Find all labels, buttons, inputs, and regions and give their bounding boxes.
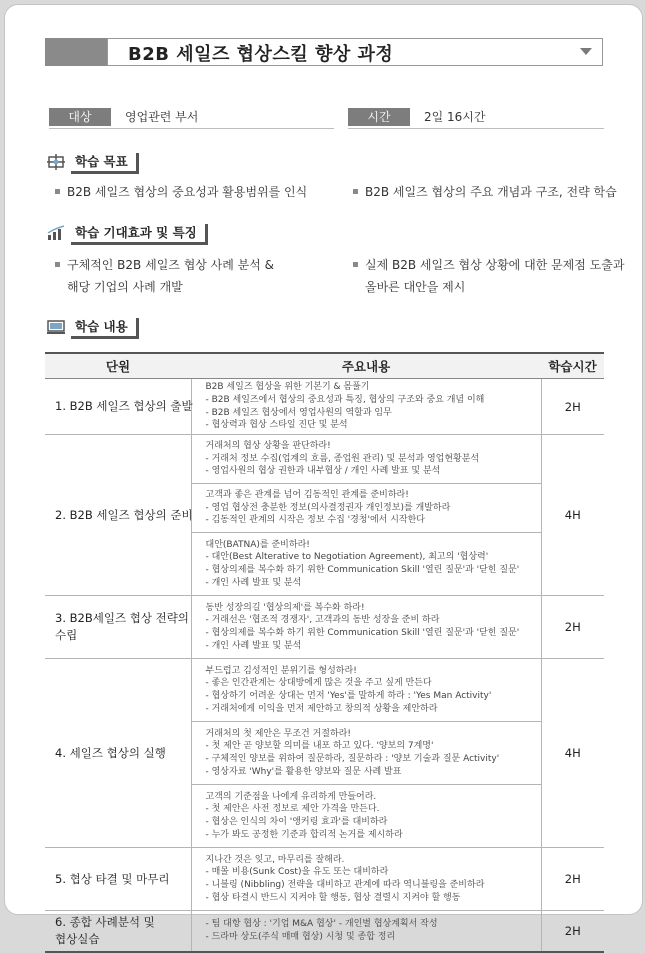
hours-cell: 2H (541, 911, 604, 953)
section-title-effects: 학습 기대효과 및 특징 (71, 224, 208, 245)
target-icon (47, 154, 65, 170)
content-line: - 개인 사례 발표 및 분석 (205, 640, 302, 651)
content-line: - 협상의제를 복수화 하기 위한 Communication Skill '열린 질문'과 '닫힌 질문' (205, 628, 520, 638)
content-line: - 영업사원의 협상 권한과 내부협상 / 개인 사례 발표 및 분석 (205, 466, 441, 477)
title-box[interactable] (107, 38, 603, 66)
content-line: - 구체적인 양보를 위하여 질문하라, 질문하라 : '양보 기술과 질문 Activity' (205, 754, 500, 764)
content-cell (191, 848, 541, 911)
target-label: 대상 (49, 108, 111, 126)
table-row (45, 659, 604, 722)
unit-name: 수립 (55, 628, 78, 642)
unit-cell (45, 659, 191, 848)
title-accent (45, 38, 107, 66)
table-row (45, 435, 604, 484)
unit-name: 2. B2B 세일즈 협상의 준비 (55, 507, 193, 522)
unit-cell (45, 596, 191, 659)
content-heading: 거래처의 첫 제안은 무조건 거절하라! (205, 728, 351, 739)
content-line: - 매몰 비용(Sunk Cost)을 유도 또는 대비하라 (205, 867, 389, 878)
unit-name: 4. 세일즈 협상의 실행 (55, 745, 166, 760)
header-unit: 단원 (45, 353, 191, 379)
content-line: - 대안(Best Alterative to Negotiation Agreement), 최고의 '협상력' (205, 552, 489, 563)
time-label: 시간 (348, 108, 410, 126)
table-row (45, 596, 604, 659)
bullet-icon (55, 189, 60, 194)
content-cell (191, 484, 541, 533)
content-line: - 김동적인 관계의 시작은 정보 수집 '경청'에서 시작한다 (205, 515, 425, 526)
info-divider (348, 128, 604, 129)
unit-name: 1. B2B 세일즈 협상의 출발 (55, 399, 193, 413)
content-line: - B2B 세일즈에서 협상의 중요성과 특징, 협상의 구조와 중요 개념 이해 (205, 394, 485, 405)
content-heading: 거래처의 협상 상황을 판단하라! (205, 440, 331, 451)
content-cell (191, 435, 541, 484)
content-heading: 대안(BATNA)를 준비하라! (205, 539, 310, 550)
content-line: - 드라마 상도(주식 매매 협상) 시청 및 종합 정리 (205, 932, 396, 942)
dropdown-caret-icon[interactable] (580, 48, 592, 55)
content-heading: - 팀 대항 협상 : '기업 M&A 협상' - 개인별 협상계획서 작성 (205, 919, 438, 930)
section-title-goals: 학습 목표 (71, 153, 139, 174)
hours-cell: 2H (541, 848, 604, 911)
course-page: B2B 세일즈 협상스킬 향상 과정 대상 영업관련 부서 시간 2일 16시간 학습 목표 B2B 세일즈 협상의 중요성과 활용범위를 인식 B2B 세일즈 협상의 주요 개념과 구조, 전략 학습 학습 기대효과 및 특징 구체적인 B2B 세일즈 협상 사례 분석 & 해당 기업의 사례 개발 실제 B2B 세일즈 협상 상황에 대한 문제점 도출과 올바른 대안을 제시 학습 내용 단원 주요내용 학습시간 1. B2B 세일즈 협상의 출발 B2B 세일즈 협상을 위한 기본기 & 몸풀기 - B2B 세일즈에서 협상의 중요성과 특징, 협상의 구조와 중요 개념 이해 - B2B 세일즈 협상에서 영업사원의 역할과 임무 - 협상력과 협상 스타일 진단 및 분석 2H 2. B2B 세일즈 협상의 준비 거래처의 협상 상황을 판단하라! - 거래처 정보 수집(업계의 흐름, 종업원 관리) 및 분석과 영업현황분석 - 영업사원의 협상 권한과 내부협상 / 개인 사례 발표 및 분석 4H 고객과 좋은 관계를 넘어 김동적인 관계를 준비하라! - 영업 협상전 충분한 정보(의사결정권자 개인정보)를 개발하라 - 김동적인 관계의 시작은 정보 수집 '경청'에서 시작한다 대안(BATNA)를 준비하라! - 대안(Best Alterative to Negotiation Agreement), 최고의 '협상력' - 협상의제를 복수화 하기 위한 Communication Skill '열린 질문'과 '닫힌 질문' - 개인 사례 발표 및 분석 3. B2B세일즈 협상 전략의 수립 동반 성장의길 '협상의제'를 복수화 하라! - 거래선은 '협조적 경쟁자', 고객과의 동반 성장을 준비 하라 - 협상의제를 복수화 하기 위한 Communication Skill '열린 질문'과 '닫힌 질문' - 개인 사례 발표 및 분석 2H 4. 세일즈 협상의 실행 부드럽고 김성적인 분위기를 형성하라! - 좋은 인간관계는 상대방에게 많은 것을 주고 싶게 만든다 - 협상하기 어려운 상대는 먼저 'Yes'를 말하게 하라 : 'Yes Man Activity' - 거래처에게 이익을 먼저 제안하고 창의적 상황을 제안하라 4H 거래처의 첫 제안은 무조건 거절하라! - 첫 제안 곧 양보할 의미를 내포 하고 있다. '양보의 7계명' - 구체적인 양보를 위하여 질문하라, 질문하라 : '양보 기술과 질문 Activity' - 영상자료 'Why'를 활용한 양보와 질문 사례 발표 고객의 기준점을 나에게 유리하게 만들어라. - 첫 제안은 사전 정보로 제안 가격을 만든다. - 협상은 인식의 차이 '앵커링 효과'를 대비하라 - 누가 봐도 공정한 기준과 합리적 논거를 제시하라 5. 협상 타결 및 마무리 지나간 것은 잊고, 마무리를 잘해라. - 매몰 비용(Sunk Cost)을 유도 또는 대비하라 - 니블링 (Nibbling) 전략을 대비하고 관계에 따라 역니블링을 준비하라 - 협상 타결시 반드시 지켜야 할 행동, 협상 결렬시 지켜야 할 행동 2H 6. 종합 사례분석 및 협상실습 - 팀 대항 협상 : '기업 M&A 협상' - 개인별 협상계획서 작성 - 드라마 상도(주식 매매 협상) 시청 및 종합 정리 2H (4, 4, 643, 915)
unit-name: 5. 협상 타결 및 마무리 (55, 871, 170, 886)
content-cell (191, 911, 541, 953)
content-line: - 협상하기 어려운 상대는 먼저 'Yes'를 말하게 하라 : 'Yes Man Activity' (205, 691, 492, 701)
content-line: - 협상 타결시 반드시 지켜야 할 행동, 협상 결렬시 지켜야 할 행동 (205, 892, 461, 903)
content-line: - 영상자료 'Why'를 활용한 양보와 질문 사례 발표 (205, 766, 402, 777)
unit-cell (45, 379, 191, 435)
info-target (49, 108, 334, 127)
hours-cell: 4H (541, 659, 604, 848)
content-heading: 고객의 기준점을 나에게 유리하게 만들어라. (205, 791, 377, 802)
unit-cell (45, 848, 191, 911)
unit-name: 6. 종합 사례분석 및 (55, 915, 155, 929)
content-line: - 거래선은 '협조적 경쟁자', 고객과의 동반 성장을 준비 하라 (205, 615, 440, 626)
content-line: - B2B 세일즈 협상에서 영업사원의 역할과 임무 (205, 407, 392, 418)
table-row (45, 848, 604, 911)
content-cell (191, 722, 541, 785)
content-heading: 지나간 것은 잊고, 마무리를 잘해라. (205, 854, 345, 865)
table-row (45, 379, 604, 435)
content-line: - 니블링 (Nibbling) 전략을 대비하고 관계에 따라 역니블링을 준비하라 (205, 880, 485, 890)
content-cell (191, 785, 541, 848)
header-hours: 학습시간 (541, 353, 604, 379)
content-line: - 첫 제안은 사전 정보로 제안 가격을 만든다. (205, 804, 380, 815)
bullet-icon (353, 262, 358, 267)
unit-name: 3. B2B세일즈 협상 전략의 (55, 611, 189, 625)
content-cell (191, 596, 541, 659)
unit-cell (45, 435, 191, 596)
page-title: B2B 세일즈 협상스킬 향상 과정 (128, 44, 394, 65)
info-time (348, 108, 604, 127)
content-line: - 협상의제를 복수화 하기 위한 Communication Skill '열린 질문'과 '닫힌 질문' (205, 565, 520, 575)
content-line: - 영업 협상전 충분한 정보(의사결정권자 개인정보)를 개발하라 (205, 502, 451, 513)
curriculum-table (45, 352, 604, 953)
unit-cell (45, 911, 191, 953)
curriculum-body (45, 379, 604, 953)
section-title-content: 학습 내용 (71, 318, 139, 339)
content-heading: 동반 성장의길 '협상의제'를 복수화 하라! (205, 602, 365, 613)
monitor-icon (47, 319, 65, 335)
content-line: - 개인 사례 발표 및 분석 (205, 577, 302, 588)
time-value: 2일 16시간 (424, 110, 486, 124)
info-divider (49, 128, 334, 129)
bar-chart-icon (47, 225, 65, 241)
bullet-icon (55, 262, 60, 267)
title-bar (45, 38, 603, 66)
content-cell (191, 379, 541, 435)
target-value: 영업관련 부서 (125, 110, 199, 124)
content-line: - 협상력과 협상 스타일 진단 및 분석 (205, 420, 348, 431)
content-cell (191, 659, 541, 722)
content-line: - 첫 제안 곧 양보할 의미를 내포 하고 있다. '양보의 7계명' (205, 741, 434, 752)
hours-cell: 2H (541, 379, 604, 435)
hours-cell: 4H (541, 435, 604, 596)
content-heading: 고객과 좋은 관계를 넘어 김동적인 관계를 준비하라! (205, 489, 409, 500)
content-line: - 좋은 인간관계는 상대방에게 많은 것을 주고 싶게 만든다 (205, 678, 432, 689)
content-heading: 부드럽고 김성적인 분위기를 형성하라! (205, 665, 357, 676)
content-line: - 누가 봐도 공정한 기준과 합리적 논거를 제시하라 (205, 829, 403, 840)
header-content: 주요내용 (191, 353, 541, 379)
bullet-icon (353, 189, 358, 194)
content-line: - 거래처에게 이익을 먼저 제안하고 창의적 상황을 제안하라 (205, 703, 438, 714)
hours-cell: 2H (541, 596, 604, 659)
content-line: - 거래처 정보 수집(업계의 흐름, 종업원 관리) 및 분석과 영업현황분석 (205, 453, 480, 464)
content-line: - 협상은 인식의 차이 '앵커링 효과'를 대비하라 (205, 817, 388, 827)
content-heading: B2B 세일즈 협상을 위한 기본기 & 몸풀기 (205, 382, 370, 393)
unit-name: 협상실습 (55, 932, 100, 946)
table-row (45, 911, 604, 953)
content-cell (191, 533, 541, 596)
